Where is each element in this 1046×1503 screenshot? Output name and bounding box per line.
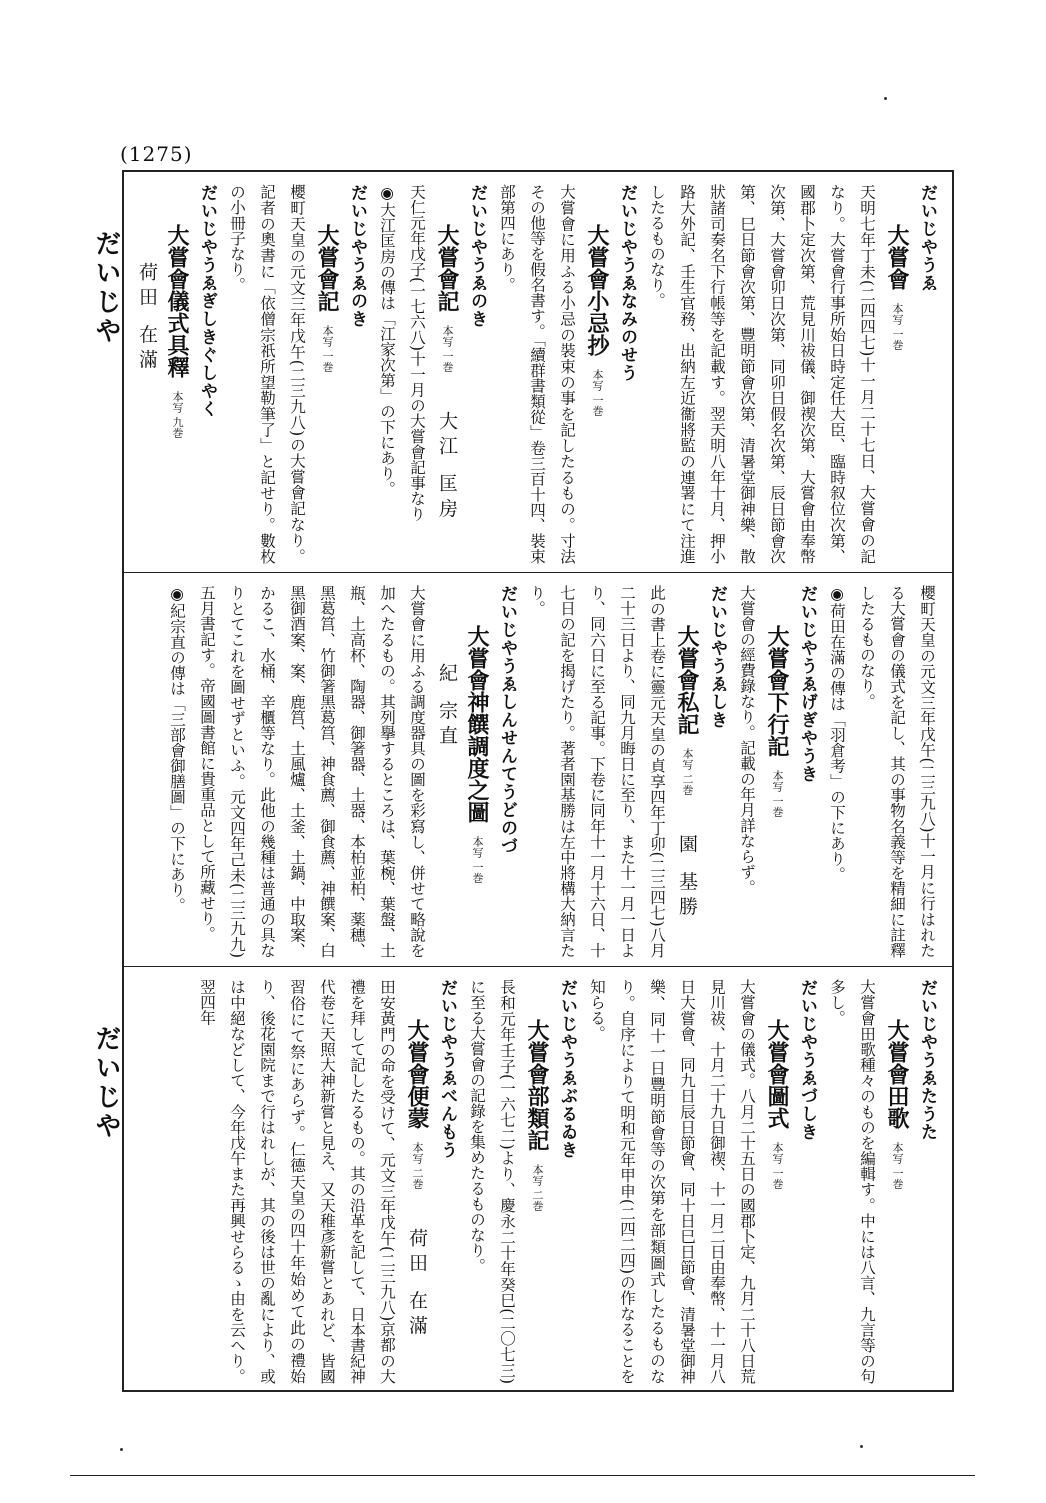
entry-text: 櫻町天皇の元文三年戊午(二三九八)の大嘗會記なり。記者の奧書に「依僧宗祇所望勒筆了」と記せり。數枚の小冊子なり。 [228,184,306,565]
entry-text: 大嘗會の儀式。八月二十五日の國郡卜定、九月二十八日荒見川祓、十月二十九日御禊、十一月二日由奉幣、十一月八日大嘗會、同九日辰日節會、同十日巳日節會、清暑堂御神樂、同十一日豐明節會等の次第を部類圖式したるものなり。自序によりて明和元年甲申(二四二四)の作なることを知らる。 [588,979,756,1384]
entry-heading [882,184,912,564]
band-top [124,172,952,572]
entry-text: 長和元年壬子(一六七二)より、慶永二十年癸巳(二〇七三)に至る大嘗會の記錄を集めたるものなり。 [468,979,516,1384]
margin-label-bottom: だいじや [91,1025,121,1141]
entry-heading [402,979,432,1384]
entry-heading [672,585,702,958]
entry-reading: だいじやうゑしんせんてうどのづ [497,585,517,855]
entry-text: ◉荷田在滿の傳は「羽倉考」の下にあり。 [828,585,846,882]
page-number: (1275) [120,142,193,166]
entry-title: 大嘗會便蒙 [404,1019,430,1130]
entry-reading: だいじやうゑべんもう [437,979,457,1159]
band-bottom [124,967,952,1392]
entry-reading: だいじやうゑしき [707,585,727,729]
entry-author: 大江 匡房 [436,410,458,524]
entry-text: ◉大江匡房の傳は「江家次第」の下にあり。 [378,184,396,497]
entry-heading [762,585,792,958]
entry-title: 大嘗會記 [314,224,340,313]
entry-reading: だいじやうゑぶるゐき [557,979,577,1159]
band-middle [124,573,952,966]
entry-text: 櫻町天皇の元文三年戊午(二三九八)十一月に行はれたる大嘗會の儀式を記し、其の事物名義等を精細に註釋したるものなり。 [858,585,936,959]
entry-title: 大嘗會小忌抄 [584,224,610,357]
entry-reading: だいじやうゑげぎやうき [797,585,817,783]
entry-title: 大嘗會神饌調度之圖 [464,625,490,824]
entry-title: 大嘗會 [884,224,910,291]
entry-heading [762,979,792,1384]
entry-text: 天明七年丁未(二四四七)十一月二十七日、大嘗會の記なり。大嘗會行事所始日時定任大臣、臨時叙位次第、國郡卜定次第、荒見川祓儀、御禊次第、大嘗會由奉幣次第、大嘗會卯日次第、同卯日假名次第、辰日節會次第、巳日節會次第、豐明節會次第、清暑堂御神樂、散狀諸司奏名下行帳等を記載す。翌天明八年十月、押小路大外記、壬生官務、出納左近衞將監の連署にて注進したるものなり。 [648,184,876,565]
entry-author: 荷田 在滿 [136,262,158,375]
entry-heading [432,184,462,564]
entry-heading [132,184,192,564]
entry-text: 天仁元年戊子(一七六八)十一月の大嘗會記事なり [408,184,426,522]
entry-text: ◉紀宗直の傳は「三部會御膳圖」の下にあり。 [168,585,186,913]
entry-title: 大嘗會下行記 [764,625,790,758]
entry-title: 大嘗會儀式具釋 [164,224,190,379]
entry-volumes: 本写 一巻 [771,1142,784,1190]
entry-volumes: 本写 一巻 [591,369,604,417]
bottom-rule [70,1475,975,1476]
entry-volumes: 本写 一巻 [771,770,784,818]
entry-volumes: 本写 九巻 [171,391,184,439]
entry-text: 此の書上卷に靈元天皇の貞享四年丁卯(二三四七)八月二十三日より、同九月晦日に至り、また十一月一日より、同六日に至る記事。下卷に同年十一月十六日、十七日の記を揭げたり。著者園基勝は左中將構大納言たり。 [528,585,666,958]
entry-heading [312,184,342,564]
entry-volumes: 本写 二巻 [681,748,694,796]
entry-text: 大嘗會の經費錄なり。記載の年月詳ならず。 [738,585,756,895]
entry-author: 荷田 在滿 [406,1227,428,1341]
entry-title: 大嘗會田歌 [884,1019,910,1130]
speck [120,1448,123,1451]
entry-reading: だいじやうゑのき [467,184,487,328]
entry-reading: だいじやうゑづしき [797,979,817,1141]
entry-reading: だいじやうゑのき [347,184,367,328]
entry-text: 大嘗會田歌種々のものを編輯す。中には八言、九言等の句多し。 [828,979,876,1384]
speck [884,97,887,100]
entry-reading: だいじやうゑたうた [917,979,937,1141]
page-frame [122,170,954,1392]
entry-reading: だいじやうゑぎしきぐしやく [197,184,217,418]
entry-author: 園 基勝 [676,833,698,922]
margin-label-top: だいじや [91,230,121,346]
entry-volumes: 本写 一巻 [441,325,454,373]
entry-title: 大嘗會記 [434,224,460,313]
entry-volumes: 本写 一巻 [471,836,484,884]
entry-heading [432,585,492,958]
entry-text: 田安黃門の命を受けて、元文三年戊午(二三九八)京都の大禮を拜して記したるもの。其の沿革を記して、日本書紀神代卷に天照大神新嘗と見え、又天稚彥新嘗とあれど、皆國習俗にて祭にあらず。仁德天皇の四十年始めて此の禮始り、後花園院まで行はれしが、其の後は世の亂により、或は中絕などして、今年戊午また再興せらるゝ由を云へり。翌四年 [198,979,396,1384]
entry-heading [522,979,552,1384]
entry-reading: だいじやうゑなみのせう [617,184,637,382]
entry-title: 大嘗會圖式 [764,1019,790,1130]
entry-text: 大嘗會に用ふる調度器具の圖を彩寫し、併せて略說を加へたるもの。其列擧するところは、葉椀、葉盤、土瓶、土高杯、陶器、御箸器、土器、本柏並柏、薬穗、黑葛筥、竹御箸黑葛筥、神食薦、御食薦、神饌案、白黑御酒案、案、鹿筥、土風爐、土釜、土鍋、中取案、かるこ、水桶、辛櫃等なり。此他の幾種は普通の具なりとてこれを圖せずといふ。元文四年己未(二三九九)五月書記す。帝國圖書館に貴重品として所藏せり。 [198,585,426,959]
entry-title: 大嘗會私記 [674,625,700,736]
entry-heading [582,184,612,564]
entry-volumes: 本写 二巻 [411,1142,424,1190]
entry-volumes: 本写 二巻 [531,1164,544,1212]
entry-heading [882,979,912,1384]
entry-author: 紀 宗直 [436,663,458,751]
entry-reading: だいじやうゑ [917,184,937,292]
entry-volumes: 本写 一巻 [891,303,904,351]
entry-title: 大嘗會部類記 [524,1019,550,1152]
entry-text: 大嘗會に用ふる小忌の裝束の事を記したるもの。寸法その他等を假名書す。「續群書類從」卷三百十四、裝束部第四にあり。 [498,184,576,564]
entry-volumes: 本写 一巻 [321,325,334,373]
entry-volumes: 本写 一巻 [891,1142,904,1190]
speck [860,1445,863,1448]
